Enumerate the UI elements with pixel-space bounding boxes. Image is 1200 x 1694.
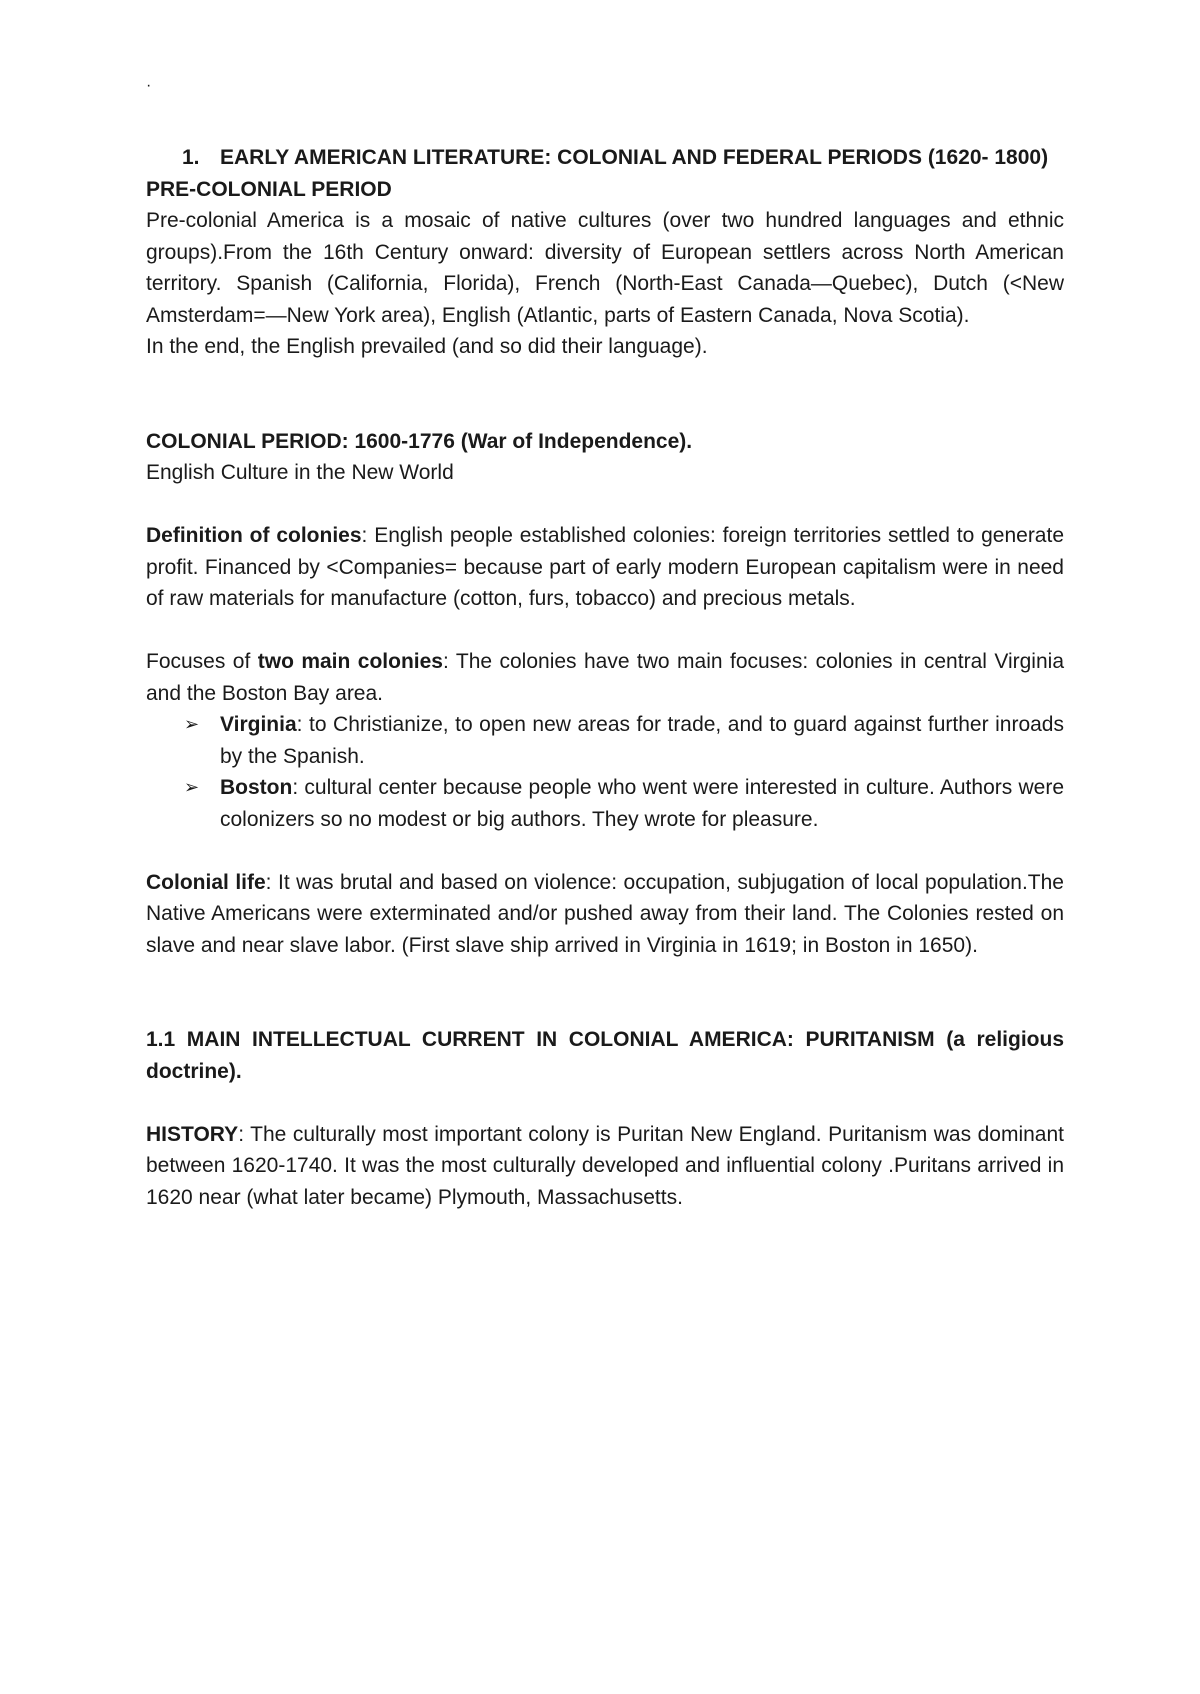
spacer (146, 363, 1064, 426)
focuses-label: two main colonies (257, 650, 443, 673)
focuses-prefix: Focuses of (146, 650, 258, 673)
boston-text: : cultural center because people who went were interested in culture. Authors were colonizers so no modest or big authors. They wrote for pleasure. (220, 776, 1064, 831)
colonial-life-paragraph (146, 867, 1064, 962)
focuses-text: : The colonies have two main focuses: colonies in central Virginia and the Boston Bay area. (146, 650, 1064, 705)
colonies-list (146, 709, 1064, 835)
section-1-title: EARLY AMERICAN LITERATURE: COLONIAL AND FEDERAL PERIODS (1620- 1800) (220, 146, 1049, 169)
document-page (146, 76, 1064, 1213)
history-label: HISTORY (146, 1122, 239, 1146)
virginia-label: Virginia (220, 713, 297, 736)
list-item-virginia (184, 709, 1064, 772)
definition-text: : English people established colonies: foreign territories settled to generate profit. Financed by <Companies= because part of early modern European capitalism were in need of raw materials for manufacture (cotton, furs, tobacco) and precious metals. (146, 524, 1064, 610)
pre-colonial-conclusion: In the end, the English prevailed (and so did their language). (146, 335, 708, 358)
colonial-subheading: English Culture in the New World (146, 461, 454, 484)
section-1-number: 1. (182, 146, 200, 169)
pre-colonial-paragraph: Pre-colonial America is a mosaic of native cultures (over two hundred languages and ethnic groups).From the 16th Century onward: diversity of European settlers across North American territory. Spanish (California, Florida), French (North-East Canada—Quebec), Dutch (<New Amsterdam=—New York area), English (Atlantic, parts of Eastern Canada, Nova Scotia). (146, 209, 1064, 327)
spacer (146, 1087, 1064, 1119)
definition-paragraph (146, 520, 1064, 615)
arrow-bullet-icon: ➢ (184, 777, 200, 797)
arrow-bullet-icon: ➢ (184, 714, 200, 734)
colonial-life-label: Colonial life (146, 870, 266, 894)
list-item-boston (184, 772, 1064, 835)
spacer (146, 835, 1064, 867)
boston-label: Boston (220, 776, 293, 799)
colonial-life-text: : It was brutal and based on violence: occupation, subjugation of local population.The Native Americans were exterminated and/or pushed away from their land. The Colonies rested on slave and near slave labor. (First slave ship arrived in Virginia in 1619; in Boston in 1650). (146, 870, 1064, 957)
pre-colonial-heading: PRE-COLONIAL PERIOD (146, 177, 392, 201)
history-text: : The culturally most important colony is Puritan New England. Puritanism was dominant between 1620-1740. It was the most culturally developed and influential colony .Puritans arrived in 1620 near (what later became) Plymouth, Massachusetts. (146, 1122, 1064, 1209)
section-1-1-heading: 1.1 MAIN INTELLECTUAL CURRENT IN COLONIAL AMERICA: PURITANISM (a religious doctrine). (146, 1028, 1064, 1083)
spacer (146, 489, 1064, 521)
section-1-heading (146, 142, 1064, 174)
definition-label: Definition of colonies (146, 524, 362, 547)
colonial-period-heading: COLONIAL PERIOD: 1600-1776 (War of Independence). (146, 429, 693, 453)
stray-mark: · (146, 77, 152, 94)
spacer (146, 961, 1064, 1024)
virginia-text: : to Christianize, to open new areas for trade, and to guard against further inroads by the Spanish. (220, 713, 1064, 768)
history-paragraph (146, 1119, 1064, 1214)
spacer (146, 615, 1064, 647)
focuses-paragraph (146, 646, 1064, 709)
